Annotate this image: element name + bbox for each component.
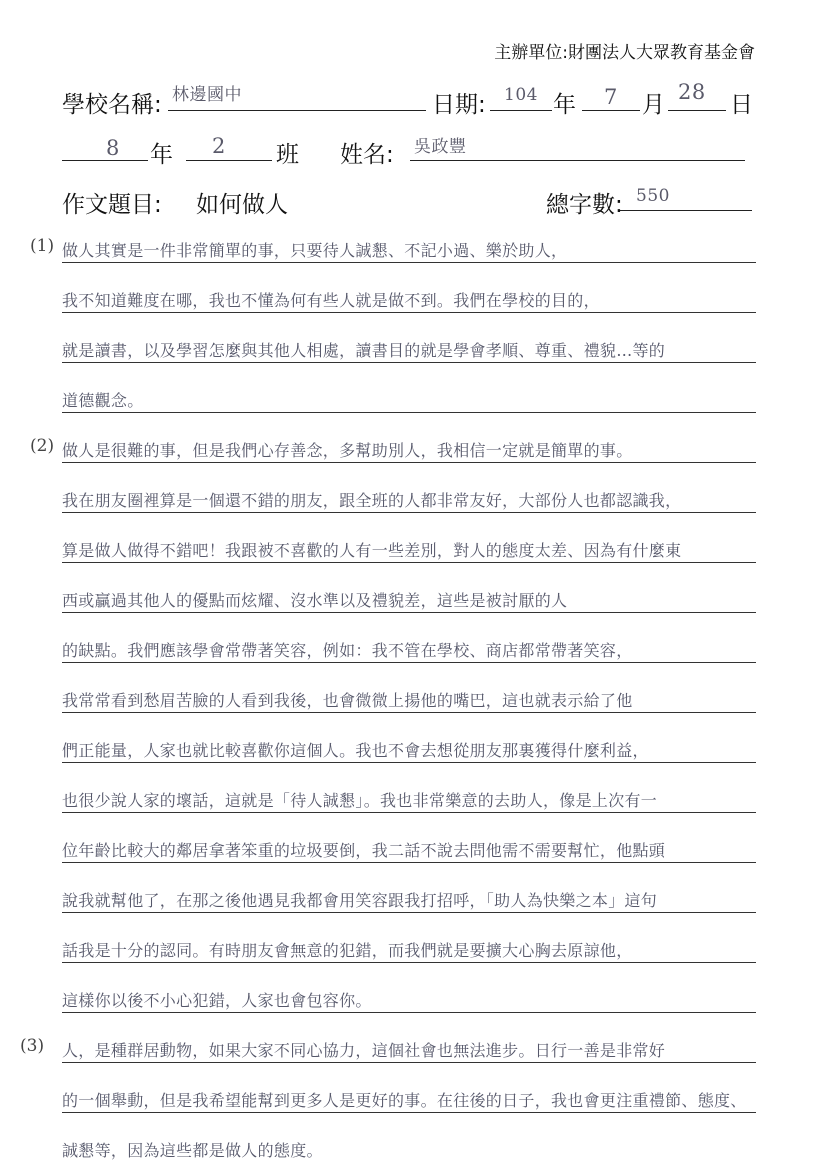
ruled-line [62, 1012, 756, 1013]
paragraph-marker-2: (2) [30, 436, 55, 456]
essay-line-3: 就是讀書，以及學習怎麼與其他人相處，讀書目的就是學會孝順、尊重、禮貌…等的 [62, 341, 666, 360]
essay-line-17: 人，是種群居動物，如果大家不同心協力，這個社會也無法進步。日行一善是非常好 [62, 1041, 666, 1060]
day-underline [668, 110, 726, 111]
ruled-line [62, 312, 756, 313]
school-label: 學校名稱: [62, 92, 162, 118]
day-value: 28 [678, 80, 706, 104]
class-underline [186, 160, 272, 161]
ruled-line [62, 1062, 756, 1063]
essay-line-14: 說我就幫他了，在那之後他遇見我都會用笑容跟我打招呼，「助人為快樂之本」這句 [62, 891, 658, 910]
ruled-line [62, 962, 756, 963]
essay-line-18: 的一個舉動，但是我希望能幫到更多人是更好的事。在往後的日子，我也會更注重禮節、態度、 [62, 1091, 747, 1110]
topic-label: 作文題目: [62, 192, 162, 218]
essay-line-7: 算是做人做得不錯吧！我跟被不喜歡的人有一些差別，對人的態度太差、因為有什麼東 [62, 541, 682, 560]
ruled-line [62, 662, 756, 663]
essay-line-8: 西或贏過其他人的優點而炫耀、沒水準以及禮貌差，這些是被討厭的人 [62, 591, 568, 610]
month-value: 7 [604, 85, 618, 109]
school-underline [168, 110, 426, 111]
date-label: 日期: [432, 92, 486, 118]
essay-line-10: 我常常看到愁眉苦臉的人看到我後，也會微微上揚他的嘴巴，這也就表示給了他 [62, 691, 633, 710]
topic-value: 如何做人 [196, 192, 288, 218]
day-label: 日 [730, 92, 753, 118]
year-underline [490, 110, 552, 111]
month-label: 月 [642, 92, 665, 118]
ruled-line [62, 462, 756, 463]
essay-line-4: 道德觀念。 [62, 391, 144, 410]
essay-line-2: 我不知道難度在哪，我也不懂為何有些人就是做不到。我們在學校的目的， [62, 291, 600, 310]
year-value: 104 [504, 85, 538, 105]
school-value: 林邊國中 [172, 85, 242, 105]
ruled-line [62, 362, 756, 363]
essay-line-13: 位年齡比較大的鄰居拿著笨重的垃圾要倒，我二話不說去問他需不需要幫忙，他點頭 [62, 841, 666, 860]
essay-line-1: 做人其實是一件非常簡單的事，只要待人誠懇、不記小過、樂於助人， [62, 241, 568, 260]
essay-line-11: 們正能量，人家也就比較喜歡你這個人。我也不會去想從朋友那裏獲得什麼利益， [62, 741, 649, 760]
essay-line-9: 的缺點。我們應該學會常帶著笑容，例如：我不管在學校、商店都常帶著笑容， [62, 641, 633, 660]
name-underline [410, 160, 745, 161]
class-label: 班 [276, 142, 299, 168]
essay-line-6: 我在朋友圈裡算是一個還不錯的朋友，跟全班的人都非常友好，大部份人也都認識我， [62, 491, 682, 510]
ruled-line [62, 712, 756, 713]
name-value: 吳政豐 [414, 137, 467, 157]
essay-line-19: 誠懇等，因為這些都是做人的態度。 [62, 1141, 323, 1160]
organizer-text: 主辦單位:財團法人大眾教育基金會 [494, 43, 755, 63]
ruled-line [62, 762, 756, 763]
essay-line-12: 也很少說人家的壞話，這就是「待人誠懇」。我也非常樂意的去助人，像是上次有一 [62, 791, 658, 810]
word-count-underline [620, 210, 752, 211]
ruled-line [62, 862, 756, 863]
essay-line-15: 話我是十分的認同。有時朋友會無意的犯錯，而我們就是要擴大心胸去原諒他， [62, 941, 633, 960]
ruled-line [62, 1112, 756, 1113]
grade-underline [62, 160, 148, 161]
ruled-line [62, 512, 756, 513]
ruled-line [62, 262, 756, 263]
paragraph-marker-1: (1) [30, 236, 55, 256]
word-count-value: 550 [636, 186, 670, 206]
ruled-line [62, 812, 756, 813]
paragraph-marker-3: (3) [20, 1036, 45, 1056]
word-count-label: 總字數: [546, 192, 623, 218]
month-underline [582, 110, 640, 111]
name-label: 姓名: [340, 142, 394, 168]
essay-line-5: 做人是很難的事，但是我們心存善念，多幫助別人，我相信一定就是簡單的事。 [62, 441, 633, 460]
essay-line-16: 這樣你以後不小心犯錯，人家也會包容你。 [62, 991, 372, 1010]
ruled-line [62, 612, 756, 613]
ruled-line [62, 912, 756, 913]
ruled-line [62, 562, 756, 563]
class-value: 2 [212, 134, 226, 158]
grade-label: 年 [150, 142, 173, 168]
grade-value: 8 [106, 136, 120, 160]
year-label: 年 [553, 92, 576, 118]
ruled-line [62, 412, 756, 413]
